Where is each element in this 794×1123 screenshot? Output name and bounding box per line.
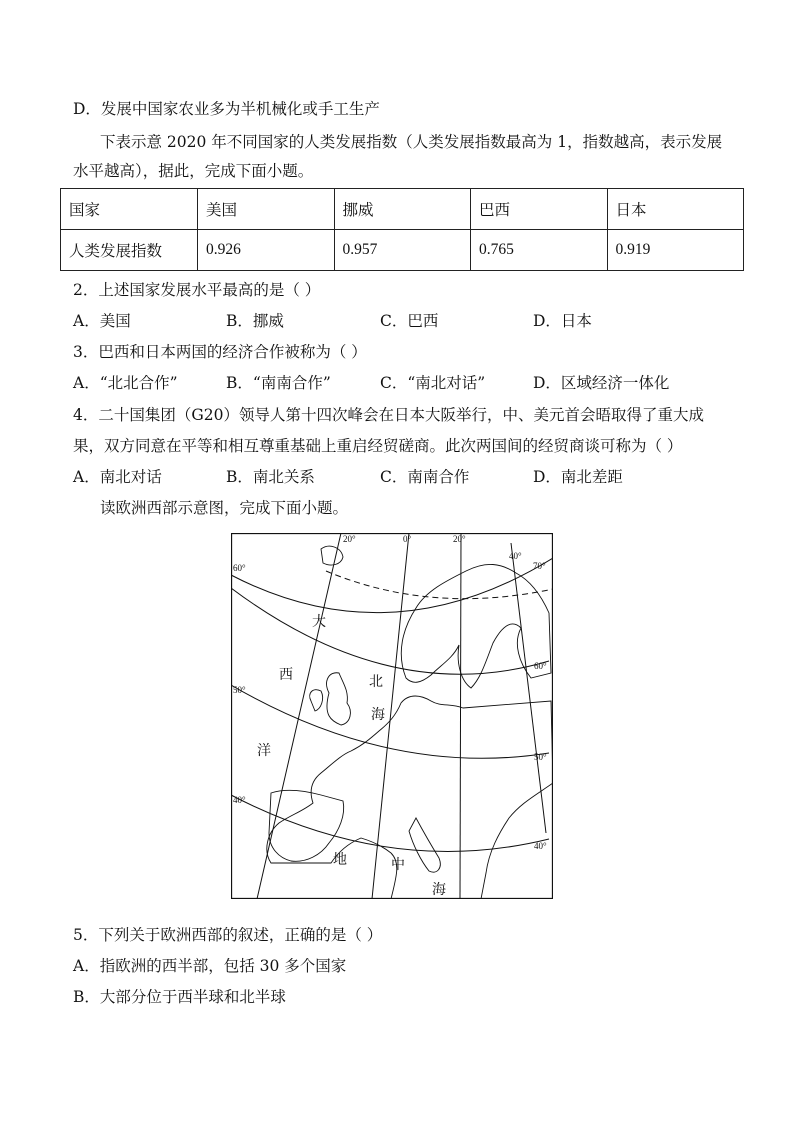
atlantic-label: 洋	[257, 744, 271, 759]
q4-option-a[interactable]: A．南北对话	[73, 468, 162, 486]
q2-option-b[interactable]: B．挪威	[226, 312, 284, 330]
q4-stem-line2: 果，双方同意在平等和相互尊重基础上重启经贸磋商。此次两国间的经贸商谈可称为（ ）	[73, 437, 683, 455]
q2-option-d[interactable]: D．日本	[533, 312, 592, 330]
map-border	[232, 534, 553, 899]
table-cell: 人类发展指数	[61, 230, 198, 271]
meridian-line	[511, 543, 546, 833]
q3-option-c[interactable]: C．“南北对话”	[380, 374, 486, 392]
lat-label: 70°	[533, 561, 546, 571]
mediterranean-label: 地	[333, 853, 347, 868]
option-d-previous: D．发展中国家农业多为半机械化或手工生产	[73, 100, 380, 118]
lon-label: 20°	[453, 534, 466, 544]
q2-option-a[interactable]: A．美国	[73, 312, 131, 330]
q5-stem: 5．下列关于欧洲西部的叙述，正确的是（ ）	[73, 926, 383, 944]
lon-label: 0°	[403, 534, 412, 544]
atlantic-label: 大	[312, 615, 326, 630]
q5-option-a[interactable]: A．指欧洲的西半部，包括 30 多个国家	[73, 957, 347, 975]
north-sea-label: 海	[371, 708, 385, 723]
q2-option-c[interactable]: C．巴西	[380, 312, 439, 330]
parallel-line	[231, 558, 553, 613]
map-intro: 读欧洲西部示意图，完成下面小题。	[100, 499, 349, 517]
lat-label: 50°	[233, 685, 246, 695]
lon-label: 20°	[343, 534, 356, 544]
lon-label: 40°	[509, 551, 522, 561]
lat-label: 60°	[534, 661, 547, 671]
q5-option-b[interactable]: B．大部分位于西半球和北半球	[73, 988, 286, 1006]
lat-label: 40°	[534, 841, 547, 851]
north-sea-label: 北	[369, 675, 383, 690]
table-cell: 0.957	[334, 230, 471, 271]
table-cell: 日本	[607, 189, 744, 230]
table-cell: 0.765	[471, 230, 608, 271]
lat-label: 50°	[534, 752, 547, 762]
table-cell: 巴西	[471, 189, 608, 230]
q3-stem: 3．巴西和日本两国的经济合作被称为（ ）	[73, 343, 367, 361]
q3-option-a[interactable]: A．“北北合作”	[73, 374, 178, 392]
table-row	[61, 230, 744, 271]
lat-label: 40°	[233, 795, 246, 805]
table-cell: 0.926	[198, 230, 335, 271]
q4-option-d[interactable]: D．南北差距	[533, 468, 623, 486]
hdi-table	[60, 188, 744, 271]
atlantic-label: 西	[279, 668, 293, 683]
table-row	[61, 189, 744, 230]
table-intro-line1: 下表示意 2020 年不同国家的人类发展指数（人类发展指数最高为 1，指数越高，表示发展	[100, 133, 723, 151]
q2-stem: 2．上述国家发展水平最高的是（ ）	[73, 281, 321, 299]
q3-option-d[interactable]: D．区域经济一体化	[533, 374, 670, 392]
meridian-line	[460, 533, 461, 899]
table-cell: 国家	[61, 189, 198, 230]
table-cell: 0.919	[607, 230, 744, 271]
q4-option-b[interactable]: B．南北关系	[226, 468, 315, 486]
q3-option-b[interactable]: B．“南南合作”	[226, 374, 331, 392]
table-intro-line2: 水平越高），据此，完成下面小题。	[73, 162, 314, 180]
western-europe-map	[231, 533, 553, 899]
lat-label: 60°	[233, 563, 246, 573]
q4-option-c[interactable]: C．南南合作	[380, 468, 470, 486]
table-cell: 挪威	[334, 189, 471, 230]
q4-stem-line1: 4．二十国集团（G20）领导人第十四次峰会在日本大阪举行，中、美元首会晤取得了重大成	[73, 406, 704, 424]
coastline	[267, 546, 553, 899]
mediterranean-label: 中	[391, 858, 405, 873]
table-cell: 美国	[198, 189, 335, 230]
mediterranean-label: 海	[432, 883, 446, 898]
